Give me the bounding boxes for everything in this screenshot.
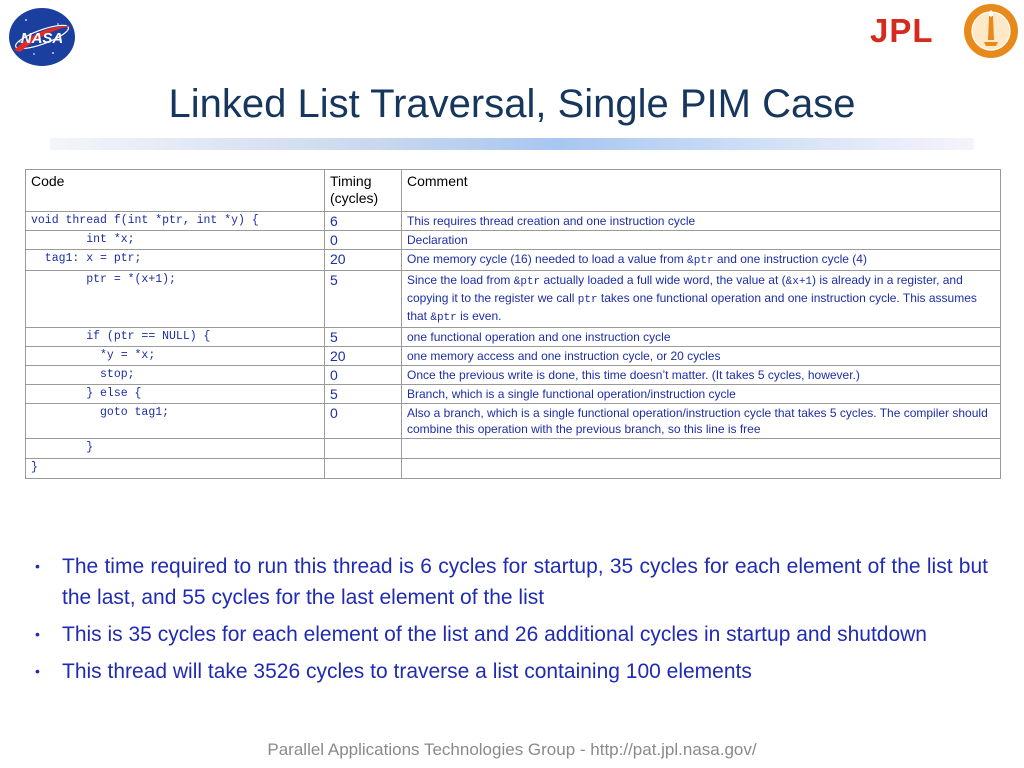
comment-text: and one instruction cycle (4) (713, 252, 867, 266)
comment-text: Branch, which is a single functional operation/instruction cycle (407, 387, 736, 401)
timing-cell: 5 (325, 385, 402, 404)
bullet-list (32, 551, 988, 693)
comment-text: actually loaded a full wide word, the value at ( (540, 273, 786, 287)
timing-cell (325, 439, 402, 459)
comment-text: is even. (456, 309, 502, 323)
comment-text: Once the previous write is done, this time doesn’t matter. (It takes 5 cycles, however.) (407, 368, 860, 382)
table-row (26, 385, 1001, 404)
comment-cell (402, 212, 1001, 231)
timing-column-header: Timing (cycles) (325, 170, 402, 212)
table-body (26, 212, 1001, 479)
code-cell: goto tag1; (26, 404, 325, 439)
table-row (26, 366, 1001, 385)
timing-cell: 20 (325, 250, 402, 271)
slide-title: Linked List Traversal, Single PIM Case (168, 82, 856, 126)
code-cell: } else { (26, 385, 325, 404)
bullet-icon: • (35, 626, 40, 642)
bullet-item (32, 551, 988, 613)
comment-text: This requires thread creation and one instruction cycle (407, 214, 696, 228)
comment-cell (402, 328, 1001, 347)
comment-cell (402, 271, 1001, 328)
table-row (26, 212, 1001, 231)
comment-cell (402, 250, 1001, 271)
code-reference: &ptr (430, 312, 457, 324)
nasa-logo-text: NASA (20, 30, 64, 47)
comment-cell (402, 347, 1001, 366)
timing-cell: 6 (325, 212, 402, 231)
timing-cell: 20 (325, 347, 402, 366)
code-cell: stop; (26, 366, 325, 385)
nasa-logo (6, 6, 78, 68)
timing-cell: 5 (325, 328, 402, 347)
bullet-item (32, 619, 988, 650)
code-cell: int *x; (26, 231, 325, 250)
timing-cell: 0 (325, 366, 402, 385)
table-row (26, 328, 1001, 347)
bullet-item (32, 656, 988, 687)
timing-cell: 5 (325, 271, 402, 328)
code-cell: void thread f(int *ptr, int *y) { (26, 212, 325, 231)
comment-cell (402, 231, 1001, 250)
table-row (26, 231, 1001, 250)
code-cell: *y = *x; (26, 347, 325, 366)
code-reference: &x+1 (785, 276, 813, 288)
comment-cell (402, 404, 1001, 439)
comment-text: Since the load from (407, 273, 514, 287)
timing-cell: 0 (325, 231, 402, 250)
bullet-text: This is 35 cycles for each element of the list and 26 additional cycles in startup and shutdown (62, 623, 927, 646)
comment-text: takes one functional operation and one instruction cycle. This assumes that (407, 291, 977, 323)
cycle-timing-table (25, 169, 1001, 479)
comment-text: one memory access and one instruction cycle, or 20 cycles (407, 349, 721, 363)
code-reference: ptr (577, 294, 598, 306)
comment-text: one functional operation and one instruction cycle (407, 330, 671, 344)
caltech-seal-logo (962, 2, 1020, 60)
table-row (26, 439, 1001, 459)
comment-cell (402, 385, 1001, 404)
comment-text: Also a branch, which is a single functional operation/instruction cycle that takes 5 cycles. The compiler should combine this operation with the previous branch, so this line is free (407, 406, 988, 436)
bullet-icon: • (35, 663, 40, 679)
code-cell: } (26, 439, 325, 459)
title-divider (50, 138, 974, 150)
comment-text: One memory cycle (16) needed to load a value from (407, 252, 688, 266)
code-cell: } (26, 459, 325, 479)
jpl-logo (868, 12, 960, 48)
code-reference: &ptr (513, 276, 541, 288)
bullet-text: The time required to run this thread is 6 cycles for startup, 35 cycles for each element of the list but the last, and 55 cycles for the last element of the list (62, 555, 988, 609)
comment-text: ) is already in a register, and copying it to the register we call (407, 273, 963, 305)
code-reference: &ptr (687, 255, 714, 267)
table-row (26, 271, 1001, 328)
bullet-icon: • (35, 558, 40, 574)
jpl-logo-text: JPL (870, 12, 934, 48)
bullet-text: This thread will take 3526 cycles to traverse a list containing 100 elements (62, 660, 752, 683)
table-row (26, 347, 1001, 366)
table-header-row (26, 170, 1001, 212)
table-row (26, 404, 1001, 439)
table-row (26, 459, 1001, 479)
timing-cell (325, 459, 402, 479)
comment-cell (402, 459, 1001, 479)
timing-cell: 0 (325, 404, 402, 439)
comment-cell (402, 366, 1001, 385)
slide-footer: Parallel Applications Technologies Group - http://pat.jpl.nasa.gov/ (267, 740, 757, 759)
comment-column-header: Comment (402, 170, 1001, 212)
comment-text: Declaration (407, 233, 468, 247)
comment-cell (402, 439, 1001, 459)
code-cell: tag1: x = ptr; (26, 250, 325, 271)
table-row (26, 250, 1001, 271)
code-cell: if (ptr == NULL) { (26, 328, 325, 347)
code-cell: ptr = *(x+1); (26, 271, 325, 328)
code-column-header: Code (26, 170, 325, 212)
